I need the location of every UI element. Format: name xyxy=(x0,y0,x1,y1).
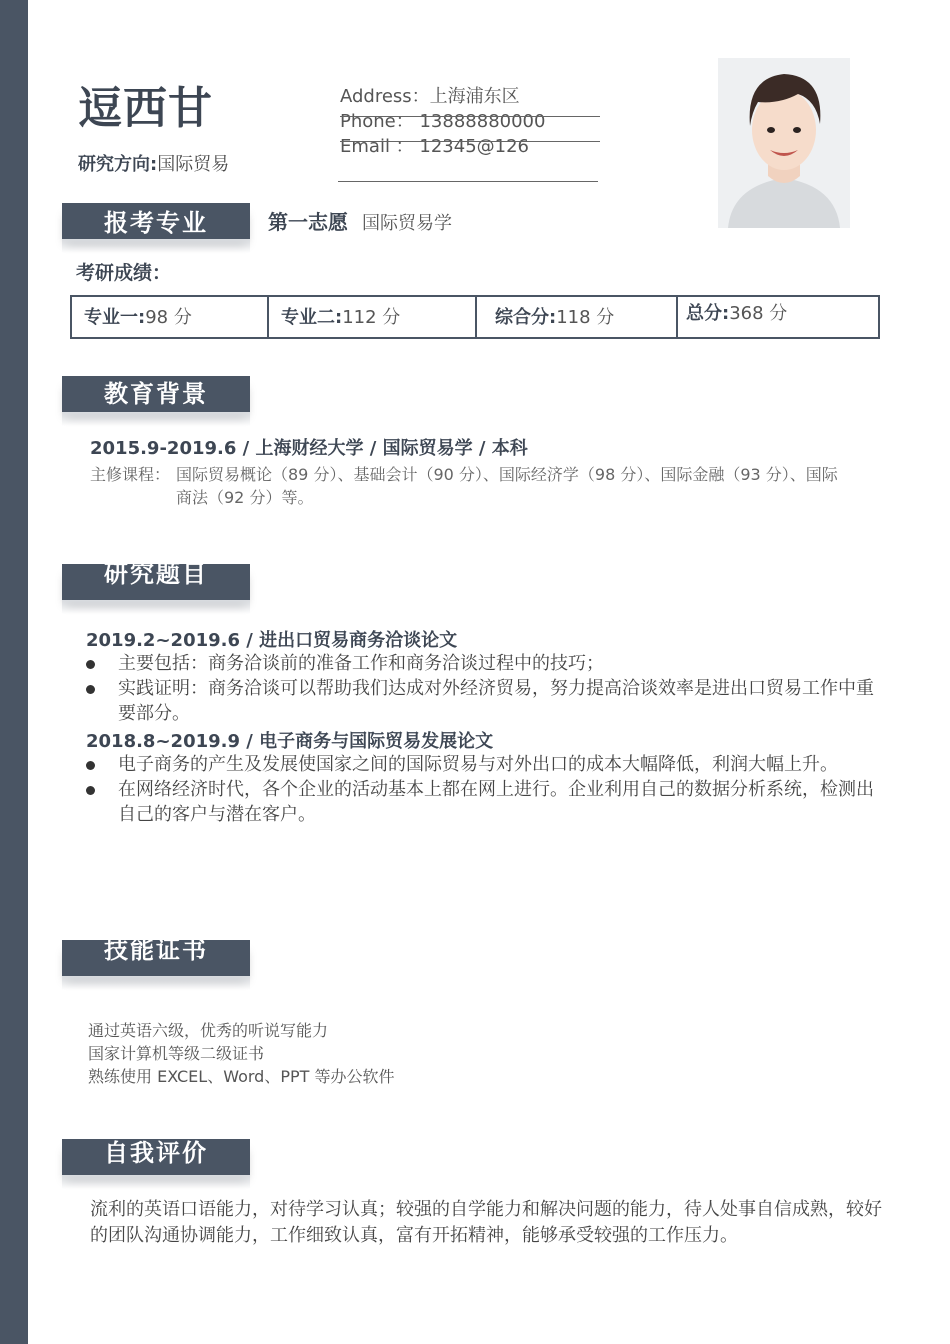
list-item: 国家计算机等级二级证书 xyxy=(88,1044,265,1063)
first-choice-value: 国际贸易学 xyxy=(362,213,452,234)
first-choice xyxy=(268,206,452,235)
score-table xyxy=(70,295,880,339)
contact-divider xyxy=(338,181,598,182)
list-item: 在网络经济时代，各个企业的活动基本上都在网上进行。企业利用自己的数据分析系统，检测出自己的客户与潜在客户。 xyxy=(86,777,886,827)
self-evaluation-text: 流利的英语口语能力，对待学习认真；较强的自学能力和解决问题的能力，待人处事自信成熟，较好的团队沟通协调能力，工作细致认真，富有开拓精神，能够承受较强的工作压力。 xyxy=(90,1199,882,1246)
list-item: 电子商务的产生及发展使国家之间的国际贸易与对外出口的成本大幅降低，利润大幅上升。 xyxy=(86,752,886,777)
section-title-self-eval-text: 自我评价 xyxy=(104,1139,208,1167)
project-bullets xyxy=(86,752,886,827)
candidate-name: 逗西甘 xyxy=(78,83,213,134)
score-cell xyxy=(72,297,269,337)
section-title-major-text: 报考专业 xyxy=(104,209,208,237)
list-item: 实践证明：商务洽谈可以帮助我们达成对外经济贸易，努力提高洽谈效率是进出口贸易工作中重要部分。 xyxy=(86,676,886,726)
score-value: 98 分 xyxy=(145,307,192,328)
score-key: 专业一: xyxy=(84,307,146,328)
section-title-skills-text: 技能证书 xyxy=(104,936,208,964)
score-key: 专业二: xyxy=(281,307,343,328)
phone-text: Phone： 13888880000 xyxy=(340,109,600,134)
project-heading: 2018.8~2019.9 / 电子商务与国际贸易发展论文 xyxy=(86,731,494,752)
section-title-research xyxy=(62,560,250,600)
section-title-education xyxy=(62,376,250,412)
list-item: 熟练使用 EXCEL、Word、PPT 等办公软件 xyxy=(88,1067,395,1086)
left-sidebar-bar xyxy=(0,0,28,1344)
research-direction xyxy=(78,150,229,176)
section-title-research-text: 研究题目 xyxy=(104,560,208,588)
score-cell xyxy=(269,297,477,337)
score-value: 368 分 xyxy=(729,303,788,324)
address-text: Address：上海浦东区 xyxy=(340,86,520,107)
research-direction-value: 国际贸易 xyxy=(157,154,230,175)
first-choice-label: 第一志愿 xyxy=(268,210,348,234)
courses xyxy=(90,463,850,509)
score-key: 总分: xyxy=(686,303,730,324)
email-text: Email ： 12345@126 xyxy=(340,134,600,159)
score-value: 118 分 xyxy=(556,307,615,328)
courses-text: 国际贸易概论（89 分）、基础会计（90 分）、国际经济学（98 分）、国际金融（93 分）、国际商法（92 分）等。 xyxy=(176,465,838,507)
score-cell xyxy=(678,297,878,337)
contact-info xyxy=(340,84,600,159)
scores-label: 考研成绩： xyxy=(76,262,172,284)
score-value: 112 分 xyxy=(342,307,401,328)
score-key: 综合分: xyxy=(495,307,557,328)
skills-list xyxy=(88,1019,394,1088)
education-line: 2015.9-2019.6 / 上海财经大学 / 国际贸易学 / 本科 xyxy=(90,438,528,459)
profile-photo xyxy=(718,58,850,228)
section-title-major xyxy=(62,203,250,239)
project-bullets xyxy=(86,651,886,726)
list-item: 主要包括：商务洽谈前的准备工作和商务洽谈过程中的技巧； xyxy=(86,651,886,676)
project-heading: 2019.2~2019.6 / 进出口贸易商务洽谈论文 xyxy=(86,630,458,651)
score-cell xyxy=(477,297,678,337)
section-title-self-eval xyxy=(62,1139,250,1175)
courses-label: 主修课程： xyxy=(90,465,171,484)
section-title-education-text: 教育背景 xyxy=(104,380,208,408)
list-item: 通过英语六级，优秀的听说写能力 xyxy=(88,1021,329,1040)
portrait-illustration xyxy=(718,58,850,228)
section-title-skills xyxy=(62,936,250,976)
research-direction-label: 研究方向: xyxy=(78,154,158,175)
